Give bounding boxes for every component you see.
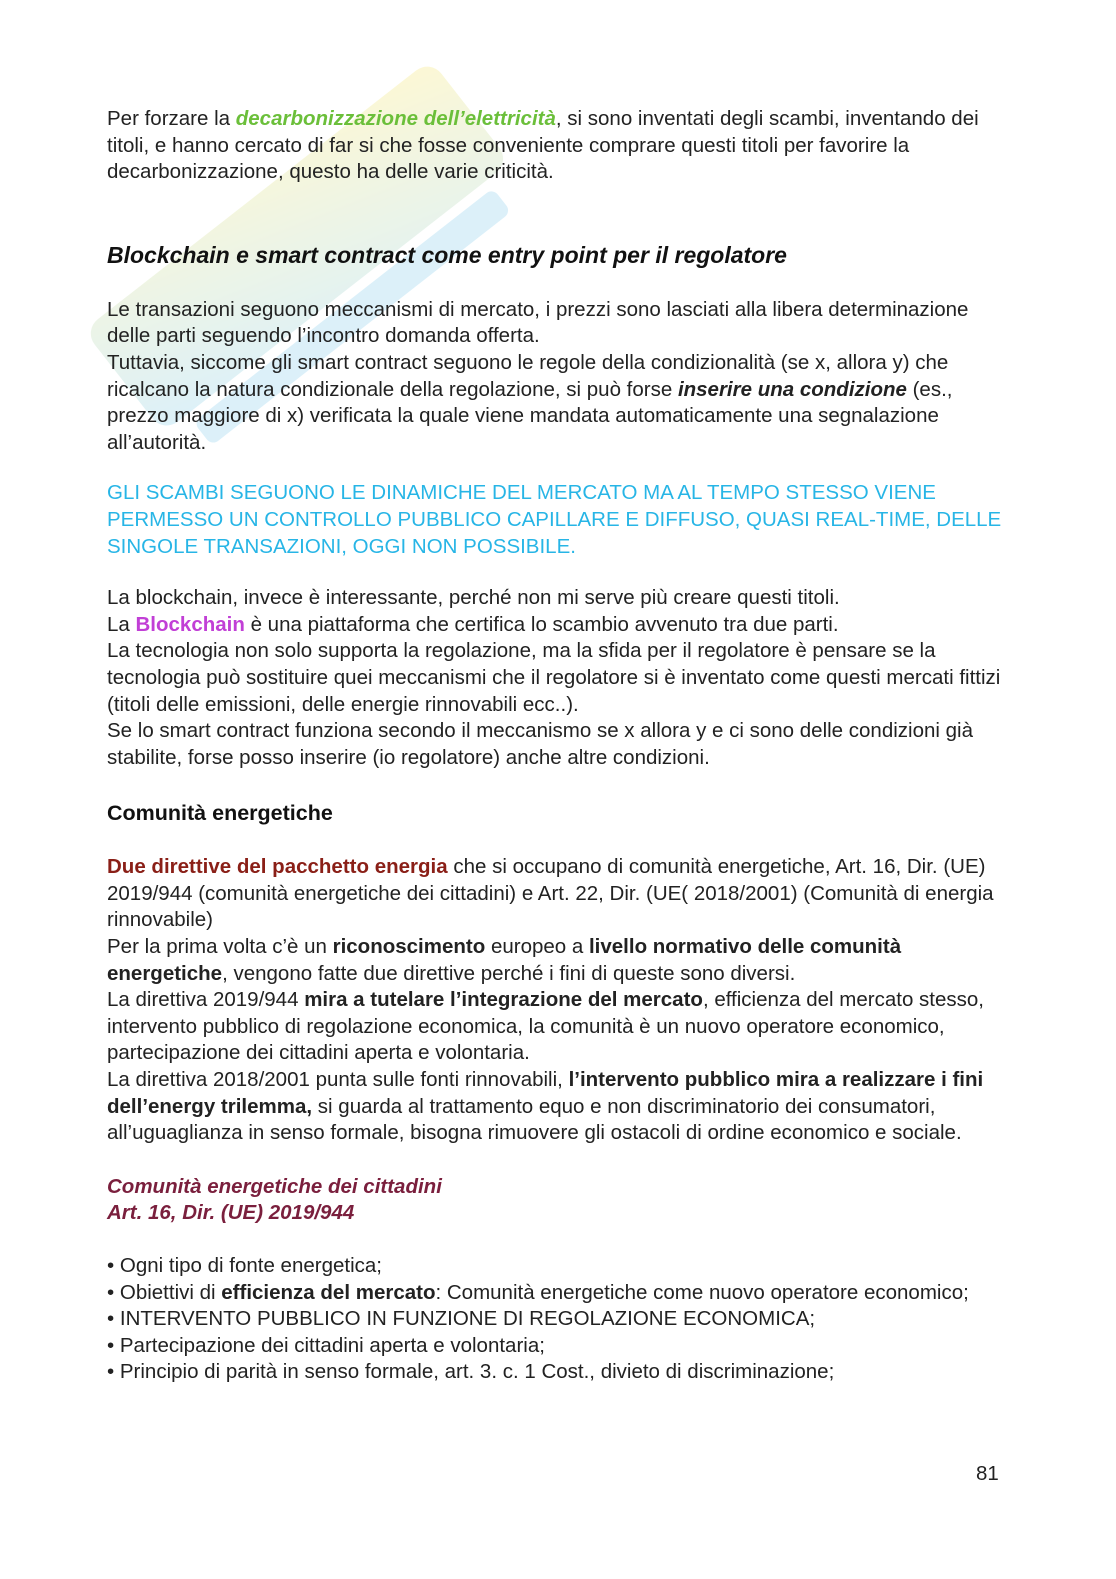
emphasis: efficienza del mercato (221, 1280, 436, 1304)
paragraph-condizionalita (107, 350, 1007, 456)
text: : Comunità energetiche come nuovo operatore economico; (435, 1280, 969, 1304)
emphasis: l’intervento pubblico mira a realizzare i fini dell’energy trilemma, (107, 1068, 984, 1118)
text: si guarda al trattamento equo e non discriminatorio dei consumatori, all’uguaglianza in senso formale, bisogna rimuovere gli ostacoli di ordine economico e sociale. (107, 1094, 962, 1145)
paragraph-blockchain-piattaforma (107, 612, 1007, 639)
intro-paragraph (107, 106, 1007, 186)
list-item: • Ogni tipo di fonte energetica; (107, 1254, 382, 1277)
page-content (107, 106, 1007, 1386)
list-item: • INTERVENTO PUBBLICO IN FUNZIONE DI REGOLAZIONE ECONOMICA; (107, 1307, 816, 1331)
paragraph-riconoscimento (107, 934, 1007, 987)
text: • Obiettivi di (107, 1280, 222, 1304)
paragraph-direttiva-2018 (107, 1067, 1007, 1147)
text: La direttiva 2018/2001 punta sulle fonti rinnovabili, (107, 1068, 569, 1092)
text: europeo a (485, 935, 589, 959)
emphasis: riconoscimento (332, 935, 486, 959)
section-heading-blockchain: Blockchain e smart contract come entry point per il regolatore (107, 241, 787, 268)
emphasis: mira a tutelare l’integrazione del mercato (304, 988, 703, 1012)
emphasis: livello normativo delle comunità energetiche (107, 935, 902, 985)
intro-text-end: , si sono inventati degli scambi, inventando dei titoli, e hanno cercato di far si che fosse conveniente comprare questi titoli per favorire la decarbonizzazione, questo ha delle varie criticità. (107, 107, 979, 184)
section-heading-comunita: Comunità energetiche (107, 801, 333, 826)
intro-highlight: decarbonizzazione dell’elettricità (235, 107, 556, 130)
paragraph-tecnologia: La tecnologia non solo supporta la regolazione, ma la sfida per il regolatore è pensare se la tecnologia può sostituire quei meccanismi che il regolatore si è inventato come questi mercati fittizi (titoli delle emissioni, delle energie rinnovabili ecc..). (107, 639, 1001, 716)
text: , vengono fatte due direttive perché i fini di queste sono diversi. (222, 961, 796, 985)
text: è una piattaforma che certifica lo scambio avvenuto tra due parti. (244, 612, 839, 636)
text: La (107, 612, 136, 636)
emphasis-blockchain: Blockchain (135, 612, 245, 636)
text: La direttiva 2019/944 (107, 988, 305, 1012)
list-item: • Principio di parità in senso formale, art. 3. c. 1 Cost., divieto di discriminazione; (107, 1360, 835, 1384)
list-item (107, 1280, 1007, 1307)
paragraph-direttiva-2019 (107, 987, 1007, 1067)
paragraph-transazioni: Le transazioni seguono meccanismi di mercato, i prezzi sono lasciati alla libera determinazione delle parti seguendo l’incontro domanda offerta. (107, 297, 969, 348)
intro-text-start: Per forzare la (107, 107, 236, 130)
subheading-article-ref: Art. 16, Dir. (UE) 2019/944 (107, 1201, 355, 1225)
paragraph-blockchain-interessante: La blockchain, invece è interessante, perché non mi serve più creare questi titoli. (107, 586, 840, 610)
paragraph-smart-contract: Se lo smart contract funziona secondo il meccanismo se x allora y e ci sono delle condizioni già stabilite, forse posso inserire (io regolatore) anche altre condizioni. (107, 719, 973, 769)
text: che si occupano di comunità energetiche, Art. 16, Dir. (UE) 2019/944 (comunità energetiche dei cittadini) e Art. 22, Dir. (UE( 2018/2001) (Comunità di energia rinnovabile) (107, 855, 994, 932)
emphasis-direttive: Due direttive del pacchetto energia (107, 855, 448, 879)
list-item: • Partecipazione dei cittadini aperta e volontaria; (107, 1333, 545, 1357)
text: (es., prezzo maggiore di x) verificata la quale viene mandata automaticamente una segnalazione all’autorità. (107, 377, 953, 454)
highlight-caps-paragraph: GLI SCAMBI SEGUONO LE DINAMICHE DEL MERCATO MA AL TEMPO STESSO VIENE PERMESSO UN CONTROLLO PUBBLICO CAPILLARE E DIFFUSO, QUASI REAL-TIME, DELLE SINGOLE TRANSAZIONI, OGGI NON POSSIBILE. (107, 481, 1002, 558)
page-number: 81 (976, 1462, 999, 1485)
subheading-comunita-cittadini: Comunità energetiche dei cittadini (107, 1174, 442, 1198)
text: , efficienza del mercato stesso, intervento pubblico di regolazione economica, la comunità è un nuovo operatore economico, partecipazione dei cittadini aperta e volontaria. (107, 988, 985, 1065)
paragraph-direttive (107, 854, 1007, 934)
bullet-list (107, 1253, 1007, 1386)
text: Per la prima volta c’è un (107, 935, 333, 959)
text: Tuttavia, siccome gli smart contract seguono le regole della condizionalità (se x, allora y) che ricalcano la natura condizionale della regolazione, si può forse (107, 350, 949, 401)
emphasis-condizione: inserire una condizione (677, 377, 907, 401)
